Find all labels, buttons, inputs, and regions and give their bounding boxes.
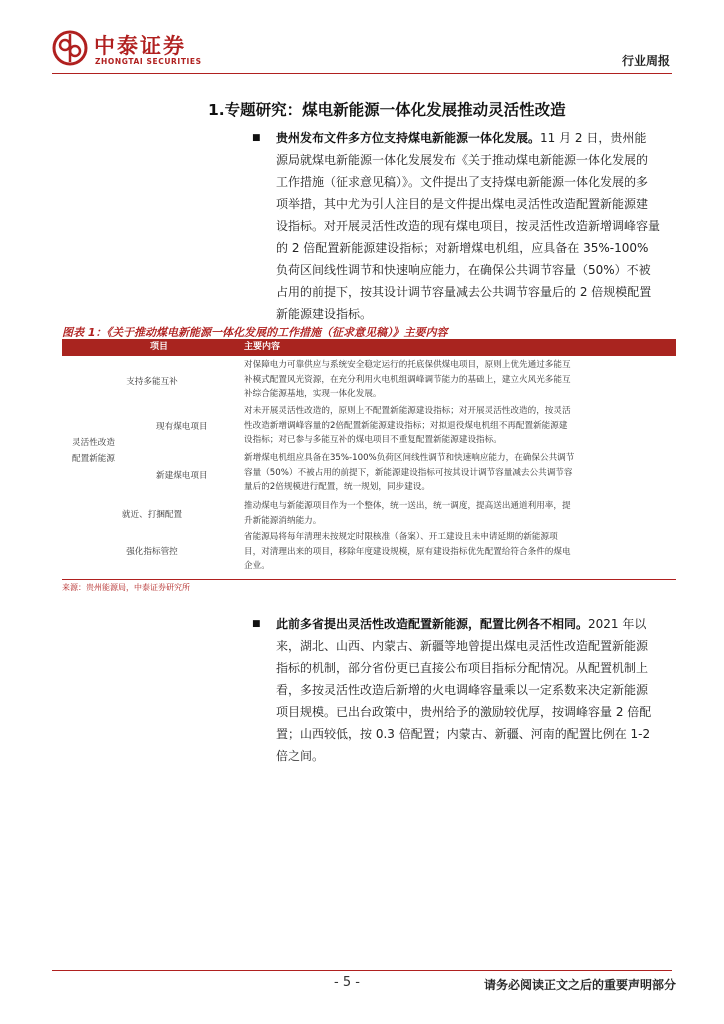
paragraph-1-line: 新能源建设指标。 — [276, 307, 373, 321]
paragraph-1-line: 源局就煤电新能源一体化发展发布《关于推动煤电新能源一体化发展的 — [276, 153, 649, 167]
logo-text-cn: 中泰证券 — [94, 34, 186, 58]
table-row-item: 就近、打捆配置 — [121, 510, 183, 520]
page-number: - 5 - — [334, 975, 360, 990]
paragraph-1-line: 工作措施（征求意见稿）》。文件提出了支持煤电新能源一体化发展的多 — [276, 175, 649, 189]
table-group-label: 配置新能源 — [72, 454, 115, 464]
table-row-content: 新增煤电机组应具备在35%-100%负荷区间线性调节和快速响应能力，在确保公共调节 容量（50%）不被占用的前提下，新能源建设指标可按其设计调节容量减去公共调节容 量后的2倍规模进行配置，统一规划，同步建设。 — [244, 453, 575, 493]
table-row-content: 对保障电力可靠供应与系统安全稳定运行的托底保供煤电项目，原则上优先通过多能互 补模式配置风光资源，在充分利用火电机组调峰调节能力的基础上，建立火风光多能互 补综合能源基地，实现一体化发展。 — [244, 360, 571, 400]
paragraph-2-line-1: 此前多省提出灵活性改造配置新能源，配置比例各不相同。2021 年以 — [276, 617, 647, 631]
figure-title: 图表 1：《关于推动煤电新能源一体化发展的工作措施（征求意见稿）》主要内容 — [62, 326, 448, 339]
table-row-content: 对未开展灵活性改造的，原则上不配置新能源建设指标；对开展灵活性改造的，按灵活 性改造新增调峰容量的2倍配置新能源建设指标；对拟退役煤电机组不再配置新能源建 设指标；对已参与多能互补的煤电项目不重复配置新能源建设指标。 — [244, 406, 571, 446]
table-row-item: 支持多能互补 — [126, 377, 178, 387]
paragraph-2-line: 项目规模。已出台政策中，贵州给予的激励较优厚，按调峰容量 2 倍配 — [276, 705, 652, 719]
paragraph-2-line: 倍之间。 — [276, 749, 325, 763]
paragraph-2-lead: 此前多省提出灵活性改造配置新能源，配置比例各不相同。 — [276, 617, 589, 631]
table-row-content: 省能源局将每年清理未按规定时限核准（备案）、开工建设且未申请延期的新能源项 目，对清理出来的项目，移除年度建设规模，原有建设指标优先配置给符合条件的煤电 企业。 — [244, 532, 571, 572]
table-row-content: 推动煤电与新能源项目作为一个整体，统一送出，统一调度，提高送出通道利用率，提 升新能源消纳能力。 — [244, 501, 571, 526]
paragraph-1-lead: 贵州发布文件多方位支持煤电新能源一体化发展。 — [276, 131, 541, 145]
table-group-label: 灵活性改造 — [72, 438, 115, 448]
paragraph-1-line: 设指标。对开展灵活性改造的现有煤电项目，按灵活性改造新增调峰容量 — [276, 219, 661, 233]
table-row-item: 强化指标管控 — [126, 547, 178, 557]
table-header-row — [62, 339, 676, 356]
table-header-content: 主要内容 — [244, 342, 281, 352]
paragraph-1-line: 占用的前提下，按其设计调节容量减去公共调节容量后的 2 倍规模配置 — [276, 285, 652, 299]
figure-source: 来源：贵州能源局，中泰证券研究所 — [62, 583, 190, 592]
table-header-item: 项目 — [150, 342, 169, 352]
paragraph-1 — [276, 127, 672, 325]
paragraph-1-line: 负荷区间线性调节和快速响应能力，在确保公共调节容量（50%）不被 — [276, 263, 651, 277]
logo-text-en: ZHONGTAI SECURITIES — [95, 57, 202, 66]
company-logo-icon — [52, 30, 88, 66]
paragraph-2-line: 看，多按灵活性改造后新增的火电调峰容量乘以一定系数来决定新能源 — [276, 683, 649, 697]
footer-divider — [52, 970, 672, 971]
paragraph-1-line-1: 贵州发布文件多方位支持煤电新能源一体化发展。11 月 2 日，贵州能 — [276, 131, 647, 145]
table-row-item: 新建煤电项目 — [156, 471, 208, 481]
paragraph-2-line: 置；山西较低，按 0.3 倍配置；内蒙古、新疆、河南的配置比例在 1-2 — [276, 727, 651, 741]
paragraph-1-line: 项举措，其中尤为引人注目的是文件提出煤电灵活性改造配置新能源建 — [276, 197, 649, 211]
report-type-label: 行业周报 — [621, 54, 670, 68]
table-row-item: 现有煤电项目 — [156, 422, 208, 432]
footer-disclaimer: 请务必阅读正文之后的重要声明部分 — [483, 978, 676, 992]
bullet-icon: ■ — [252, 133, 261, 143]
bullet-icon: ■ — [252, 619, 261, 629]
header-divider — [52, 73, 672, 74]
paragraph-2-line: 来，湖北、山西、内蒙古、新疆等地曾提出煤电灵活性改造配置新能源 — [276, 639, 649, 653]
paragraph-2 — [276, 613, 672, 767]
paragraph-2-line: 指标的机制，部分省份更已直接公布项目指标分配情况。从配置机制上 — [276, 661, 649, 675]
paragraph-1-line: 的 2 倍配置新能源建设指标；对新增煤电机组，应具备在 35%-100% — [276, 241, 649, 255]
table-bottom-rule — [62, 579, 676, 580]
section-title: 1.专题研究：煤电新能源一体化发展推动灵活性改造 — [208, 101, 566, 119]
